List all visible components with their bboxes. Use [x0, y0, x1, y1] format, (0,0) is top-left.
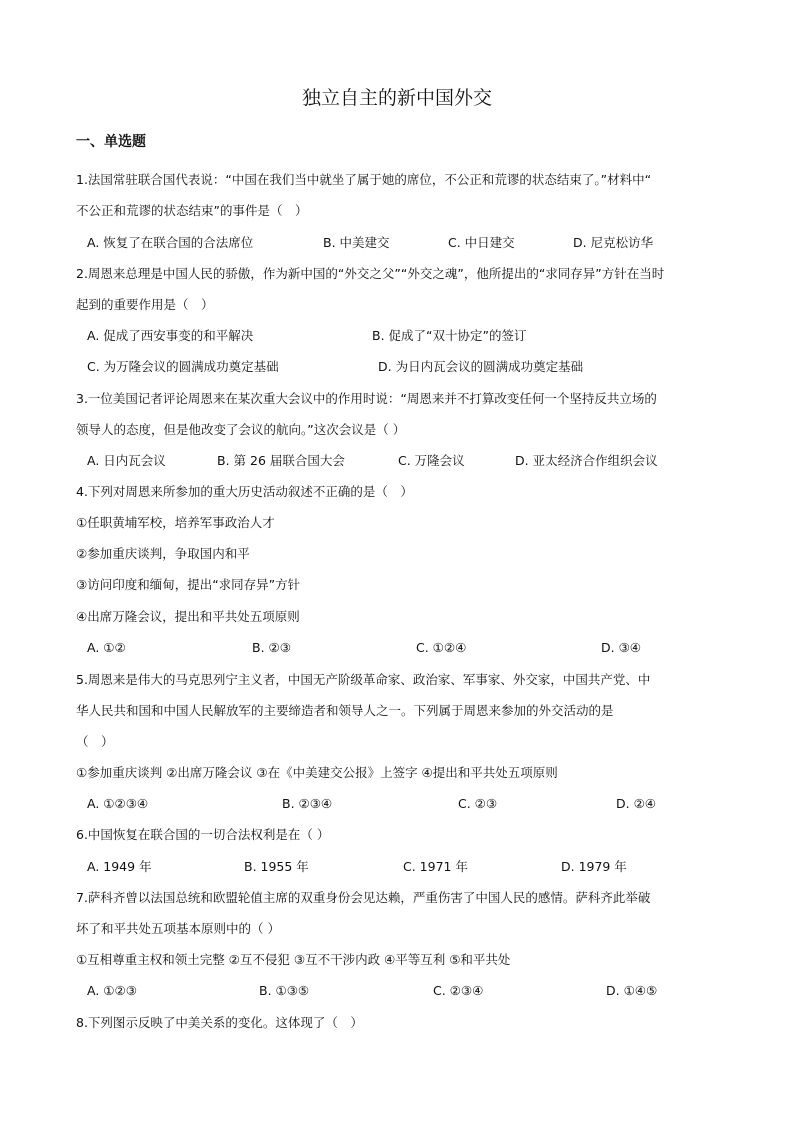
question-4-text-line-5: ④出席万隆会议，提出和平共处五项原则: [76, 609, 300, 624]
question-5-option-a: A. ①②③④: [87, 796, 149, 811]
question-2-text-line-1: 2.周恩来总理是中国人民的骄傲，作为新中国的“外交之父”“外交之魂”，他所提出的“求同存异”方针在当时: [76, 266, 665, 281]
question-4-option-a: A. ①②: [87, 640, 126, 655]
question-6-text-line-1: 6.中国恢复在联合国的一切合法权利是在（ ）: [76, 827, 330, 842]
question-5-text-line-1: 5.周恩来是伟大的马克思列宁主义者，中国无产阶级革命家、政治家、军事家、外交家，中国共产党、中: [76, 672, 651, 687]
question-4-text-line-2: ①任职黄埔军校，培养军事政治人才: [76, 515, 275, 530]
question-4-option-d: D. ③④: [601, 640, 641, 655]
question-5-option-b: B. ②③④: [282, 796, 333, 811]
question-5-option-c: C. ②③: [458, 796, 498, 811]
question-8-text-line-1: 8.下列图示反映了中美关系的变化。这体现了（ ）: [76, 1015, 363, 1030]
question-7-option-c: C. ②③④: [433, 983, 484, 998]
question-1-text-line-2: 不公正和荒谬的状态结束”的事件是（ ）: [76, 203, 308, 218]
question-2-option-a: A. 促成了西安事变的和平解决: [87, 328, 254, 343]
question-7-option-b: B. ①③⑤: [259, 983, 310, 998]
question-4-text-line-3: ②参加重庆谈判，争取国内和平: [76, 546, 250, 561]
section-heading: 一、单选题: [76, 134, 146, 150]
question-1-option-d: D. 尼克松访华: [573, 235, 654, 250]
question-1-option-a: A. 恢复了在联合国的合法席位: [87, 235, 254, 250]
question-2-text-line-2: 起到的重要作用是（ ）: [76, 297, 214, 312]
page-title: 独立自主的新中国外交: [301, 87, 492, 109]
question-1-text-line-1: 1.法国常驻联合国代表说：“中国在我们当中就坐了属于她的席位，不公正和荒谬的状态结束了。”材料中“: [76, 172, 652, 187]
question-7-option-d: D. ①④⑤: [606, 983, 658, 998]
question-6-option-b: B. 1955 年: [244, 859, 309, 874]
question-7-text-line-3: ①互相尊重主权和领土完整 ②互不侵犯 ③互不干涉内政 ④平等互利 ⑤和平共处: [76, 952, 511, 967]
question-2-option-d: D. 为日内瓦会议的圆满成功奠定基础: [378, 359, 584, 374]
question-4-option-b: B. ②③: [252, 640, 291, 655]
question-5-option-d: D. ②④: [616, 796, 656, 811]
question-6-option-d: D. 1979 年: [561, 859, 627, 874]
question-3-text-line-2: 领导人的态度，但是他改变了会议的航向。”这次会议是（ ）: [76, 422, 406, 437]
question-5-text-line-3: （ ）: [76, 734, 114, 749]
question-7-text-line-1: 7.萨科齐曾以法国总统和欧盟轮值主席的双重身份会见达赖，严重伤害了中国人民的感情。萨科齐此举破: [76, 890, 651, 905]
question-3-option-c: C. 万隆会议: [398, 453, 465, 468]
question-5-text-line-4: ①参加重庆谈判 ②出席万隆会议 ③在《中美建交公报》上签字 ④提出和平共处五项原则: [76, 765, 558, 780]
question-4-text-line-4: ③访问印度和缅甸，提出“求同存异”方针: [76, 577, 301, 592]
question-3-option-d: D. 亚太经济合作组织会议: [515, 453, 658, 468]
question-3-option-b: B. 第 26 届联合国大会: [217, 453, 345, 468]
question-6-option-c: C. 1971 年: [403, 859, 468, 874]
question-3-option-a: A. 日内瓦会议: [87, 453, 166, 468]
question-7-text-line-2: 坏了和平共处五项基本原则中的（ ）: [76, 921, 280, 936]
question-2-option-b: B. 促成了“双十协定”的签订: [372, 328, 527, 343]
question-4-option-c: C. ①②④: [416, 640, 467, 655]
question-6-option-a: A. 1949 年: [87, 859, 152, 874]
question-5-text-line-2: 华人民共和国和中国人民解放军的主要缔造者和领导人之一。下列属于周恩来参加的外交活动的是: [76, 703, 614, 718]
question-1-option-c: C. 中日建交: [448, 235, 515, 250]
question-4-text-line-1: 4.下列对周恩来所参加的重大历史活动叙述不正确的是（ ）: [76, 484, 413, 499]
question-7-option-a: A. ①②③: [87, 983, 137, 998]
question-1-option-b: B. 中美建交: [323, 235, 390, 250]
question-2-option-c: C. 为万隆会议的圆满成功奠定基础: [87, 359, 279, 374]
question-3-text-line-1: 3.一位美国记者评论周恩来在某次重大会议中的作用时说：“周恩来并不打算改变任何一个坚持反共立场的: [76, 391, 657, 406]
